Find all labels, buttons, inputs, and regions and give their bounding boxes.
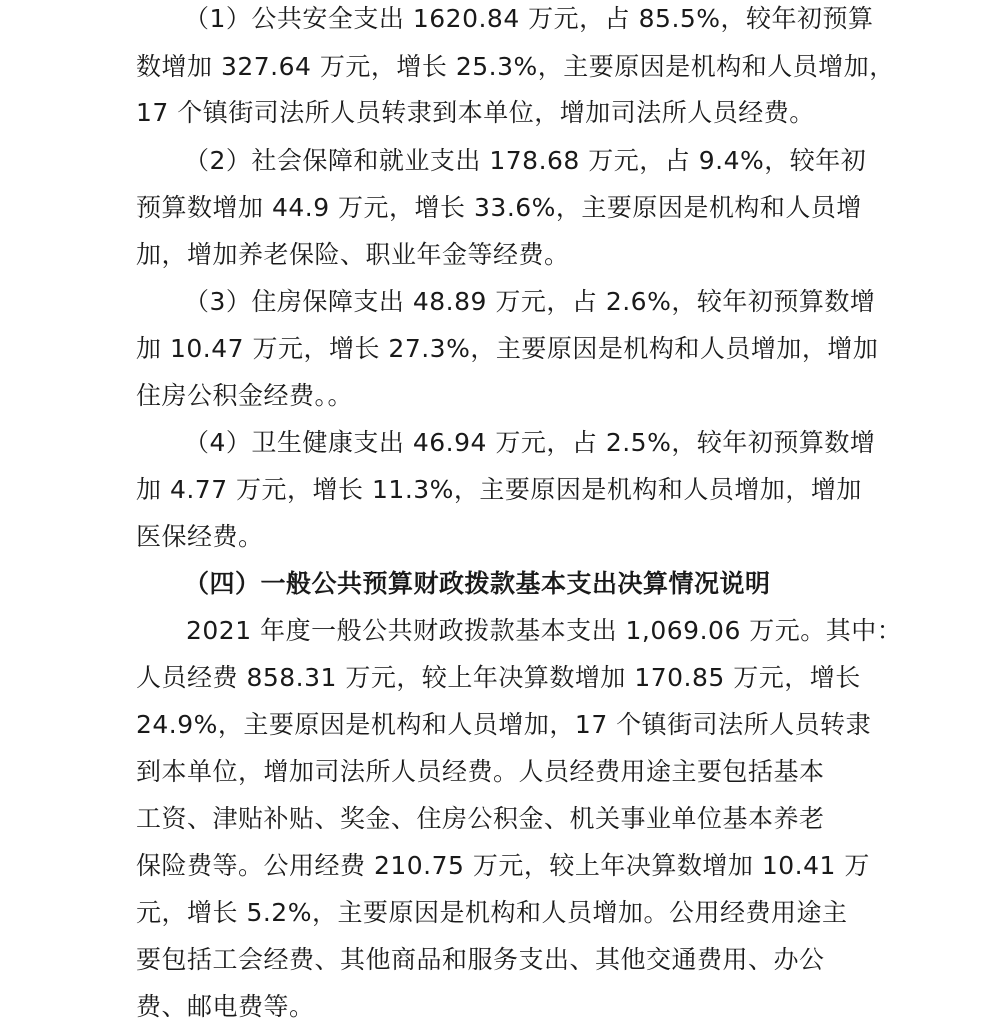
text-line: 要包括工会经费、其他商品和服务支出、其他交通费用、办公 [136, 945, 825, 974]
section-heading: （四）一般公共预算财政拨款基本支出决算情况说明 [184, 569, 771, 598]
text-line: 到本单位，增加司法所人员经费。人员经费用途主要包括基本 [136, 757, 825, 786]
text-line: （3）住房保障支出 48.89 万元，占 2.6%，较年初预算数增 [184, 287, 876, 316]
text-line: 住房公积金经费。。 [136, 381, 354, 410]
text-line: 费、邮电费等。 [136, 992, 315, 1021]
text-line: 数增加 327.64 万元，增长 25.3%，主要原因是机构和人员增加， [136, 52, 895, 81]
text-line: 2021 年度一般公共财政拨款基本支出 1,069.06 万元。其中： [186, 616, 903, 645]
text-line: 预算数增加 44.9 万元，增长 33.6%，主要原因是机构和人员增 [136, 193, 862, 222]
text-line: 人员经费 858.31 万元，较上年决算数增加 170.85 万元，增长 [136, 663, 861, 692]
text-line: 加，增加养老保险、职业年金等经费。 [136, 240, 570, 269]
text-line: （1）公共安全支出 1620.84 万元，占 85.5%，较年初预算 [184, 4, 874, 33]
text-line: （2）社会保障和就业支出 178.68 万元，占 9.4%，较年初 [184, 146, 867, 175]
text-line: （4）卫生健康支出 46.94 万元，占 2.5%，较年初预算数增 [184, 428, 876, 457]
text-line: 加 4.77 万元，增长 11.3%，主要原因是机构和人员增加，增加 [136, 475, 862, 504]
text-line: 24.9%，主要原因是机构和人员增加，17 个镇街司法所人员转隶 [136, 710, 872, 739]
text-line: 元，增长 5.2%，主要原因是机构和人员增加。公用经费用途主 [136, 898, 848, 927]
text-line: 医保经费。 [136, 522, 264, 551]
text-line: 工资、津贴补贴、奖金、住房公积金、机关事业单位基本养老 [136, 804, 825, 833]
text-line: 17 个镇街司法所人员转隶到本单位，增加司法所人员经费。 [136, 98, 815, 127]
text-line: 保险费等。公用经费 210.75 万元，较上年决算数增加 10.41 万 [136, 851, 870, 880]
text-line: 加 10.47 万元，增长 27.3%，主要原因是机构和人员增加，增加 [136, 334, 879, 363]
